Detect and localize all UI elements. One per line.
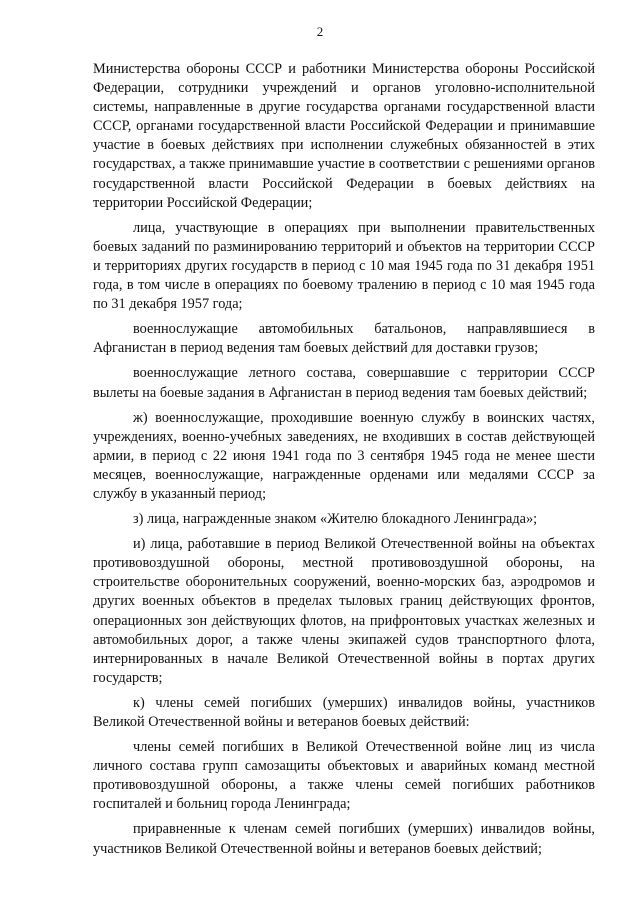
page-number: 2 [316,24,324,39]
paragraph-flight-personnel: военнослужащие летного состава, совершавшие с территории СССР вылеты на боевые задания в Афганистан в период ведения там боевых действий; [93,365,595,401]
paragraph-item-k: к) члены семей погибших (умерших) инвалидов войны, участников Великой Отечественной войны и ветеранов боевых действий: [93,694,595,730]
paragraph-family-members: члены семей погибших в Великой Отечественной войне лиц из числа личного состава групп самозащиты объектовых и аварийных команд местной противовоздушной обороны, а также члены семей погибших работников госпиталей и больниц города Ленинграда; [93,739,595,813]
paragraph-item-z: з) лица, награжденные знаком «Жителю блокадного Ленинграда»; [133,511,538,528]
paragraph-equivalent-family: приравненные к членам семей погибших (умерших) инвалидов войны, участников Великой Отечественной войны и ветеранов боевых действий; [93,821,595,857]
document-body [93,60,595,859]
paragraph-item-i: и) лица, работавшие в период Великой Отечественной войны на объектах противовоздушной обороны, местной противовоздушной обороны, на строительстве оборонительных сооружений, военно-морских баз, аэродромов и других военных объектов в пределах тыловых границ действующих фронтов, операционных зон действующих флотов, на прифронтовых участках железных и автомобильных дорог, а также члены экипажей судов транспортного флота, интернированных в начале Великой Отечественной войны в портах других государств; [93,536,595,686]
paragraph-continuation: Министерства обороны СССР и работники Министерства обороны Российской Федерации, сотрудники учреждений и органов уголовно-исполнительной системы, направленные в другие государства органами государственной власти СССР, органами государственной власти Российской Федерации и принимавшие участие в боевых действиях при исполнении служебных обязанностей в этих государствах, а также принимавшие участие в соответствии с решениями органов государственной власти Российской Федерации в боевых действиях на территории Российской Федерации; [93,61,595,211]
paragraph-automobile-battalions: военнослужащие автомобильных батальонов, направлявшиеся в Афганистан в период ведения там боевых действий для доставки грузов; [93,321,595,357]
paragraph-demining: лица, участвующие в операциях при выполнении правительственных боевых заданий по разминированию территорий и объектов на территории СССР и территориях других государств в период с 10 мая 1945 года по 31 декабря 1951 года, в том числе в операциях по боевому тралению в период с 10 мая 1945 года по 31 декабря 1957 года; [93,219,595,313]
paragraph-item-zh: ж) военнослужащие, проходившие военную службу в воинских частях, учреждениях, военно-учебных заведениях, не входивших в состав действующей армии, в период с 22 июня 1941 года по 3 сентября 1945 года не менее шести месяцев, военнослужащие, награжденные орденами или медалями СССР за службу в указанный период; [93,409,595,502]
